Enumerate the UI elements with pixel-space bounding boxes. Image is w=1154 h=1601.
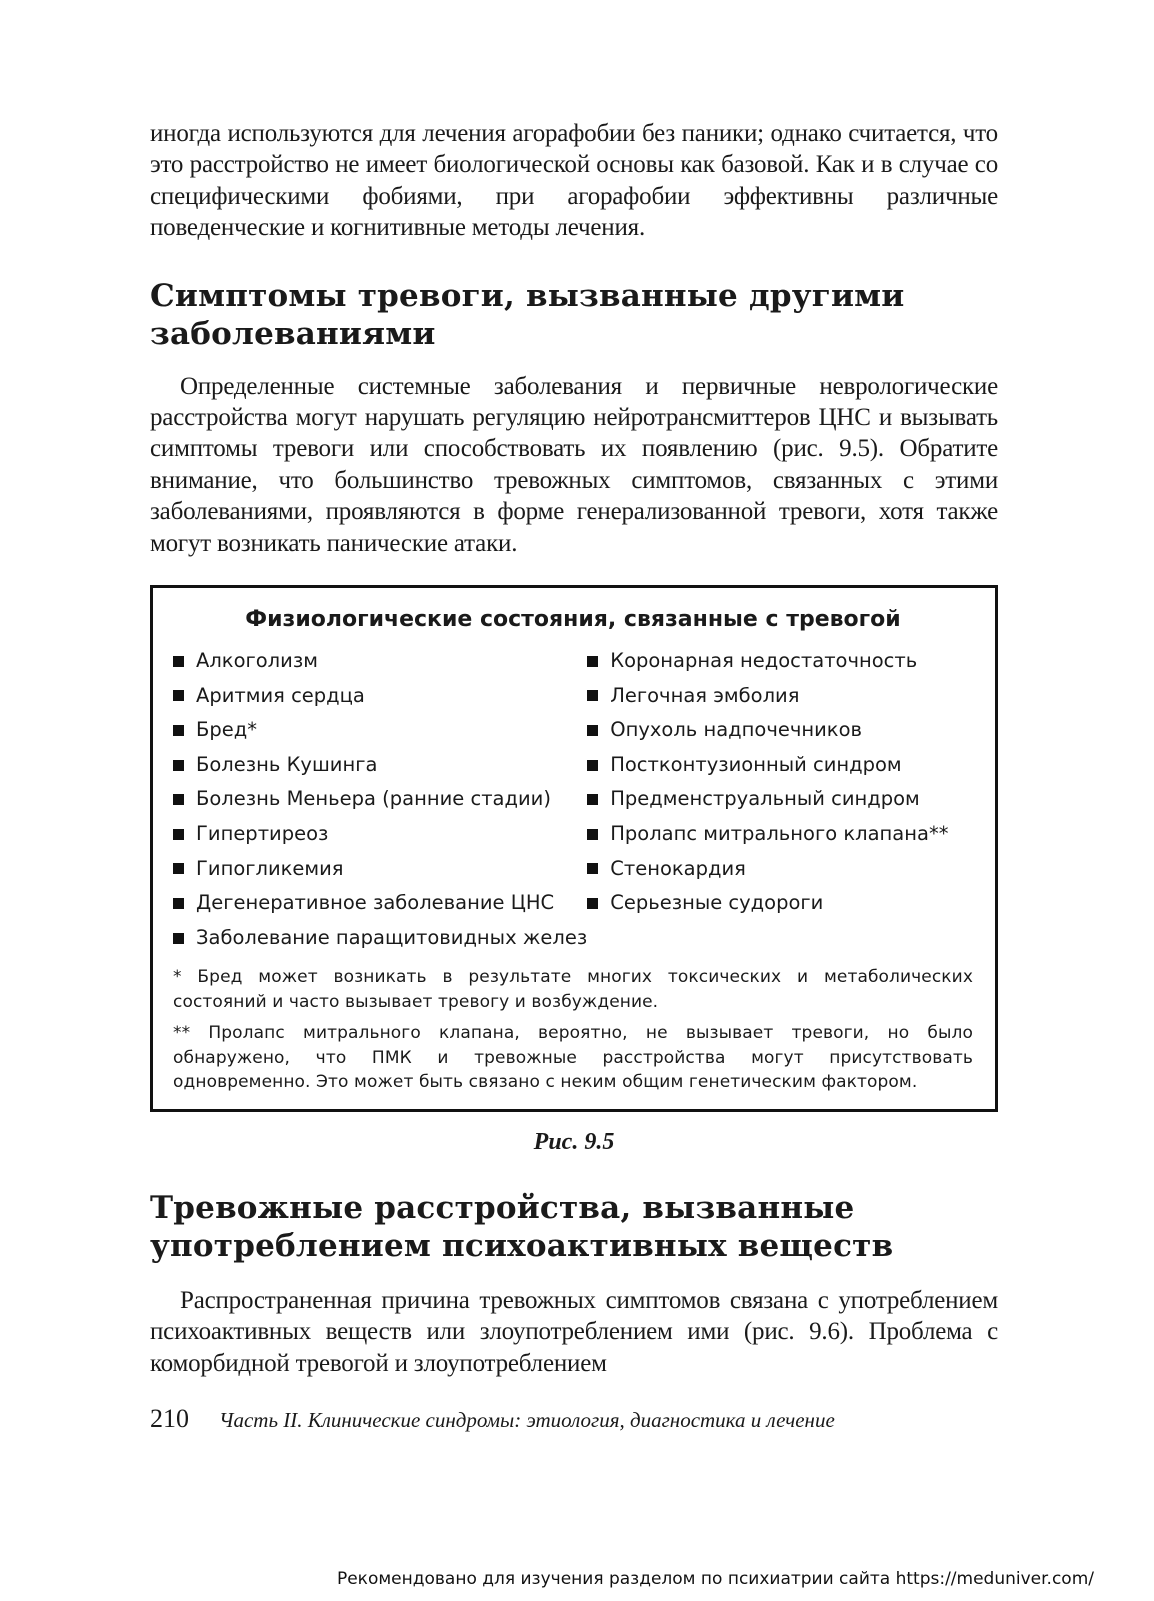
page-footer xyxy=(150,1404,998,1434)
list-item: Серьезные судороги xyxy=(587,886,973,921)
list-item: Болезнь Меньера (ранние стадии) xyxy=(173,782,587,817)
section-paragraph-other-diseases: Определенные системные заболевания и первичные неврологические расстройства могут нарушать регуляцию нейротрансмиттеров ЦНС и вызывать симптомы тревоги или способствовать их появлению (рис. 9.5). Обратите внимание, что большинство тревожных симптомов, связанных с этими заболеваниями, проявляются в форме генерализованной тревоги, хотя также могут возникать панические атаки. xyxy=(150,372,998,557)
bullet-icon xyxy=(587,760,598,771)
bullet-icon xyxy=(587,690,598,701)
section-paragraph-substances: Распространенная причина тревожных симптомов связана с употреблением психоактивных веществ или злоупотреблением ими (рис. 9.6). Проблема с коморбидной тревогой и злоупотреблением xyxy=(150,1286,998,1377)
list-item: Предменструальный синдром xyxy=(587,782,973,817)
list-item: Постконтузионный синдром xyxy=(587,748,973,783)
bullet-icon xyxy=(587,656,598,667)
bullet-icon xyxy=(587,829,598,840)
figure-box xyxy=(150,585,998,1112)
bullet-icon xyxy=(173,725,184,736)
watermark-text: Рекомендовано для изучения разделом по психиатрии сайта https://meduniver.com/ xyxy=(336,1569,1094,1589)
bullet-icon xyxy=(173,794,184,805)
bullet-icon xyxy=(173,898,184,909)
section-heading-substances: Тревожные расстройства, вызванные употреблением психоактивных веществ xyxy=(150,1189,894,1264)
bullet-icon xyxy=(173,760,184,771)
figure-note-mitral: ** Пролапс митрального клапана, вероятно, не вызывает тревоги, но было обнаружено, что ПМК и тревожные расстройства могут присутствовать одновременно. Это может быть связано с неким общим генетическим фактором. xyxy=(173,1023,973,1093)
bullet-icon xyxy=(587,863,598,874)
list-item: Бред* xyxy=(173,713,587,748)
figure-columns xyxy=(173,644,973,955)
bullet-icon xyxy=(173,656,184,667)
bullet-icon xyxy=(587,725,598,736)
intro-paragraph: иногда используются для лечения агорафобии без паники; однако считается, что это расстройство не имеет биологической основы как базовой. Как и в случае со специфическими фобиями, при агорафобии эффективны различные поведенческие и когнитивные методы лечения. xyxy=(150,120,998,242)
list-item: Коронарная недостаточность xyxy=(587,644,973,679)
list-item: Аритмия сердца xyxy=(173,679,587,714)
figure-caption: Рис. 9.5 xyxy=(533,1128,615,1155)
page-number: 210 xyxy=(150,1404,189,1433)
list-item: Гипертиреоз xyxy=(173,817,587,852)
figure-note-delirium: * Бред может возникать в результате многих токсических и метаболических состояний и часто вызывает тревогу и возбуждение. xyxy=(173,967,973,1012)
list-item: Алкоголизм xyxy=(173,644,587,679)
bullet-icon xyxy=(173,690,184,701)
right-list xyxy=(587,644,973,955)
bullet-icon xyxy=(587,898,598,909)
bullet-icon xyxy=(173,829,184,840)
page-content xyxy=(150,118,998,1379)
left-list xyxy=(173,644,587,955)
list-item: Опухоль надпочечников xyxy=(587,713,973,748)
list-item: Гипогликемия xyxy=(173,852,587,887)
running-head: Часть II. Клинические синдромы: этиология, диагностика и лечение xyxy=(219,1408,835,1432)
bullet-icon xyxy=(173,863,184,874)
list-item: Болезнь Кушинга xyxy=(173,748,587,783)
bullet-icon xyxy=(587,794,598,805)
list-item: Пролапс митрального клапана** xyxy=(587,817,973,852)
list-item: Дегенеративное заболевание ЦНС xyxy=(173,886,587,921)
list-item: Легочная эмболия xyxy=(587,679,973,714)
figure-title: Физиологические состояния, связанные с тревогой xyxy=(245,607,901,633)
list-item: Стенокардия xyxy=(587,852,973,887)
section-heading-other-diseases: Симптомы тревоги, вызванные другими заболеваниями xyxy=(150,277,905,352)
bullet-icon xyxy=(173,933,184,944)
list-item: Заболевание паращитовидных желез xyxy=(173,921,587,956)
